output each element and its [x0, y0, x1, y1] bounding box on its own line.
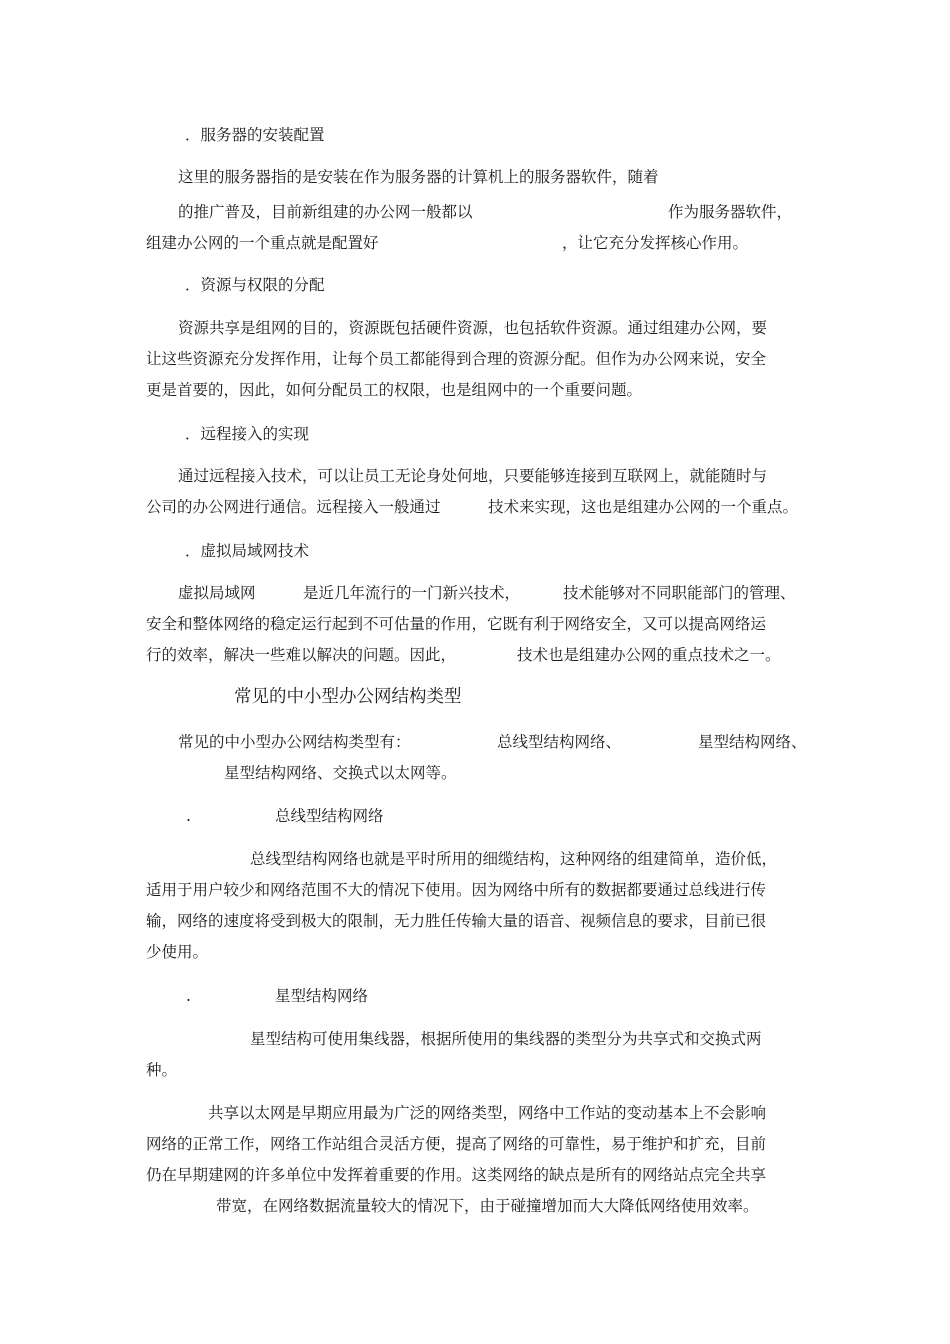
- paragraph-line: 作为服务器软件，: [668, 203, 793, 221]
- paragraph-line: 少使用。: [146, 943, 209, 961]
- paragraph-line: 适用于用户较少和网络范围不大的情况下使用。因为网络中所有的数据都要通过总线进行传: [146, 881, 767, 899]
- paragraph-line: 星型结构可使用集线器，根据所使用的集线器的类型分为共享式和交换式两: [250, 1030, 762, 1048]
- paragraph-line: 通过远程接入技术，可以让员工无论身处何地，只要能够连接到互联网上，就能随时与: [178, 467, 768, 485]
- paragraph-line: 种。: [146, 1061, 178, 1079]
- paragraph-line: 技术来实现，这也是组建办公网的一个重点。: [488, 498, 799, 516]
- paragraph-line: 共享以太网是早期应用最为广泛的网络类型，网络中工作站的变动基本上不会影响: [208, 1104, 767, 1122]
- section-heading-remote-access: ．远程接入的实现: [185, 425, 310, 443]
- section-heading-vlan: ．虚拟局域网技术: [185, 542, 310, 560]
- paragraph-line: 让这些资源充分发挥作用，让每个员工都能得到合理的资源分配。但作为办公网来说，安全: [146, 350, 767, 368]
- paragraph-line: 这里的服务器指的是安装在作为服务器的计算机上的服务器软件，随着: [178, 168, 659, 186]
- paragraph-line: 星型结构网络、交换式以太网等。: [224, 764, 457, 782]
- section-heading-server-config: ．服务器的安装配置: [185, 126, 325, 144]
- paragraph-line: 技术能够对不同职能部门的管理、: [563, 584, 796, 602]
- paragraph-line: 更是首要的，因此，如何分配员工的权限，也是组网中的一个重要问题。: [146, 381, 643, 399]
- paragraph-line: 的推广普及，目前新组建的办公网一般都以: [178, 203, 473, 221]
- paragraph-line: 输，网络的速度将受到极大的限制，无力胜任传输大量的语音、视频信息的要求，目前已很: [146, 912, 767, 930]
- paragraph-line: 网络的正常工作，网络工作站组合灵活方便，提高了网络的可靠性，易于维护和扩充，目前: [146, 1135, 767, 1153]
- paragraph-line: 总线型结构网络、: [497, 733, 622, 751]
- list-bullet: .: [186, 807, 191, 825]
- paragraph-line: 带宽，在网络数据流量较大的情况下，由于碰撞增加而大大降低网络使用效率。: [216, 1197, 759, 1215]
- paragraph-line: 星型结构网络、: [698, 733, 807, 751]
- paragraph-line: 是近几年流行的一门新兴技术，: [303, 584, 521, 602]
- paragraph-line: 资源共享是组网的目的，资源既包括硬件资源，也包括软件资源。通过组建办公网，要: [178, 319, 768, 337]
- paragraph-line: 公司的办公网进行通信。远程接入一般通过: [146, 498, 441, 516]
- paragraph-line: 仍在早期建网的许多单位中发挥着重要的作用。这类网络的缺点是所有的网络站点完全共享: [146, 1166, 767, 1184]
- paragraph-line: 安全和整体网络的稳定运行起到不可估量的作用，它既有利于网络安全，又可以提高网络运: [146, 615, 767, 633]
- section-heading-bus-network: 总线型结构网络: [275, 807, 384, 825]
- paragraph-line: 总线型结构网络也就是平时所用的细缆结构，这种网络的组建简单，造价低，: [250, 850, 778, 868]
- paragraph-line: 虚拟局域网: [178, 584, 256, 602]
- paragraph-line: 行的效率，解决一些难以解决的问题。因此，: [146, 646, 457, 664]
- paragraph-line: ，让它充分发挥核心作用。: [562, 234, 749, 252]
- section-heading-star-network: 星型结构网络: [275, 987, 369, 1005]
- paragraph-line: 技术也是组建办公网的重点技术之一。: [517, 646, 781, 664]
- list-bullet: .: [186, 987, 191, 1005]
- section-heading-resource-permission: ．资源与权限的分配: [185, 276, 325, 294]
- section-title-office-network-types: 常见的中小型办公网结构类型: [234, 687, 462, 707]
- paragraph-line: 组建办公网的一个重点就是配置好: [146, 234, 379, 252]
- paragraph-line: 常见的中小型办公网结构类型有：: [178, 733, 411, 751]
